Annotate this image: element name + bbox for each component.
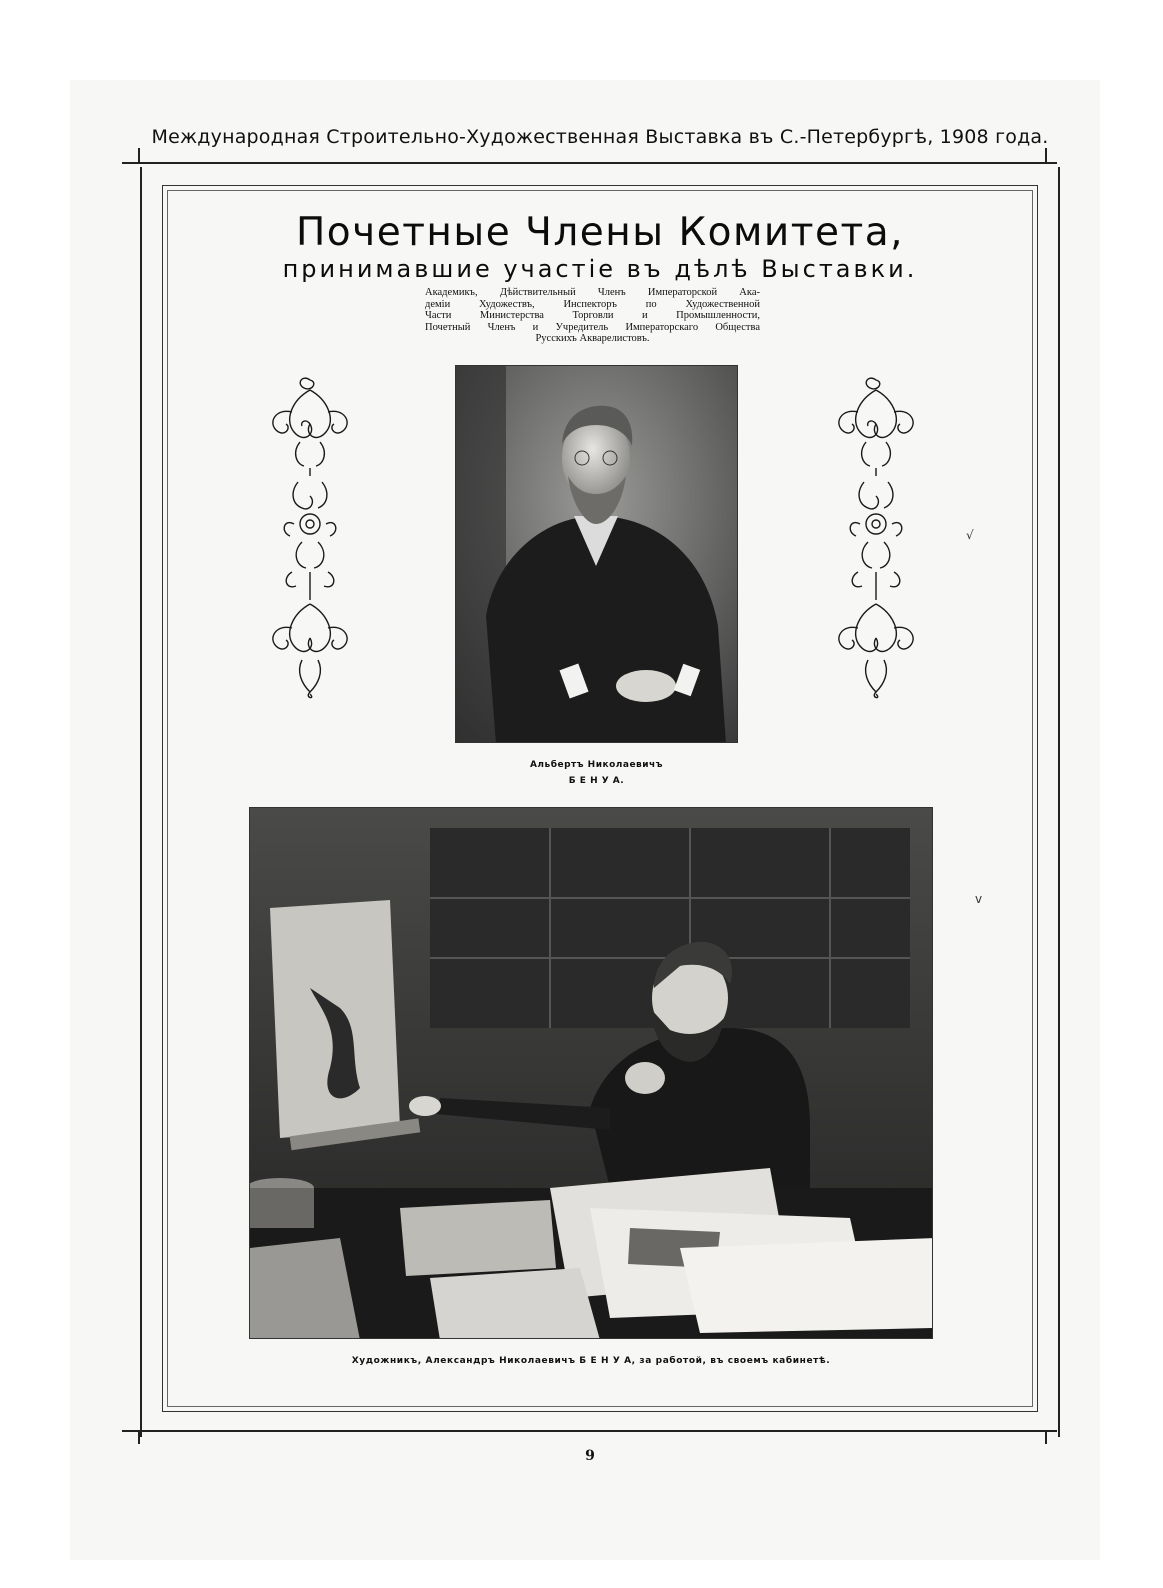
- margin-check-mark: √: [966, 528, 974, 542]
- description-line: Почетный Членъ и Учредитель Императорскаго Общества: [425, 321, 760, 333]
- description-block: [425, 287, 760, 345]
- description-line: Русскихъ Акварелистовъ.: [535, 333, 650, 345]
- portrait-caption-name: Альбертъ Николаевичъ: [529, 760, 664, 770]
- page-title: Почетные Члены Комитета,: [295, 210, 904, 255]
- description-line: Части Министерства Торговли и Промышленности,: [425, 310, 760, 322]
- studio-caption: Художникъ, Александръ Николаевичъ Б Е Н У А, за работой, въ своемъ кабинетѣ.: [351, 1356, 831, 1366]
- portrait-caption-surname: Б Е Н У А.: [568, 776, 625, 786]
- margin-check-mark: v: [975, 892, 983, 906]
- studio-photo: [249, 807, 933, 1339]
- description-line: Академикъ, Дѣйствительный Членъ Императорской Ака-: [425, 287, 760, 298]
- running-head: Международная Строительно-Художественная Выставка въ С.-Петербургѣ, 1908 года.: [151, 126, 1049, 148]
- right-scroll-ornament: [828, 372, 924, 702]
- left-scroll-ornament: [262, 372, 358, 702]
- description-line: деміи Художествъ, Инспекторъ по Художественной: [425, 298, 760, 310]
- right-tick-top: [1045, 148, 1047, 162]
- portrait-photo: [455, 365, 738, 743]
- page-subtitle: принимавшие участіе въ дѣлѣ Выставки.: [282, 255, 918, 283]
- top-rule: [122, 162, 1057, 164]
- left-tick-top: [138, 148, 140, 162]
- page-number: 9: [585, 1448, 595, 1464]
